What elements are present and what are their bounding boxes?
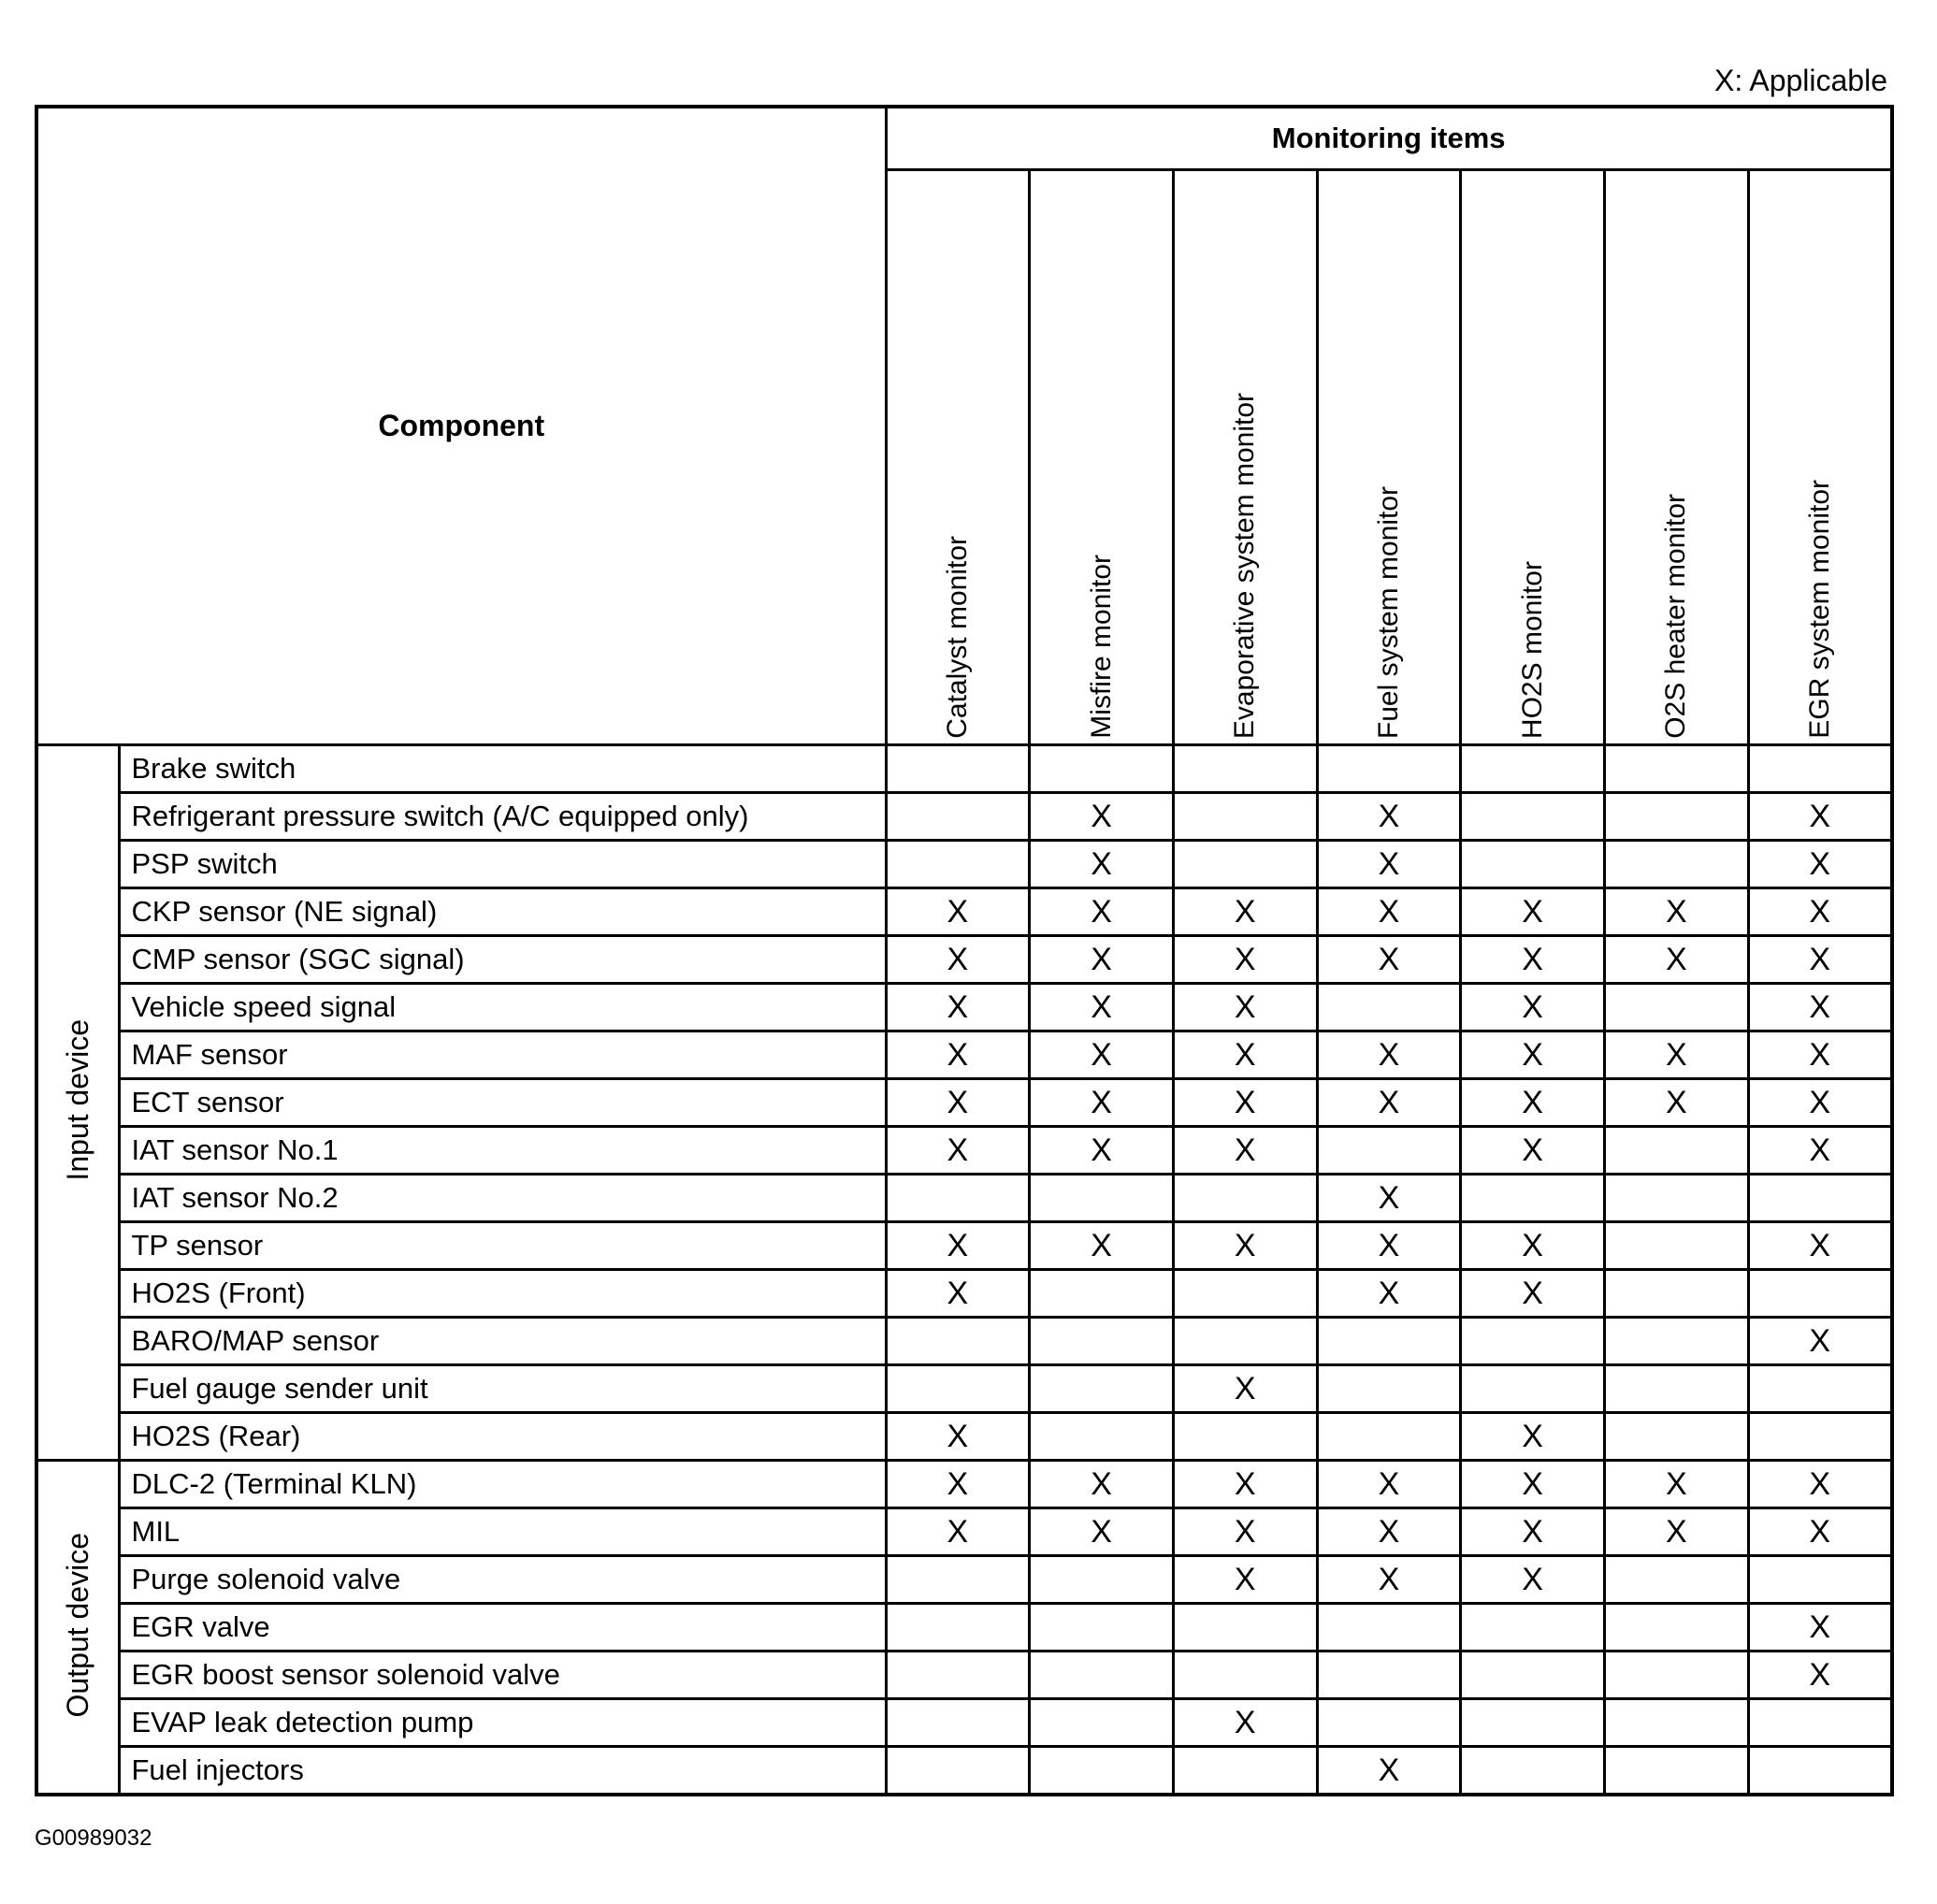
applicability-cell — [1173, 1270, 1317, 1318]
applicability-cell — [1748, 1556, 1892, 1604]
legend-text: X: Applicable — [1713, 64, 1887, 97]
applicability-cell: X — [1604, 1031, 1748, 1079]
device-group-label: Output device — [60, 1532, 94, 1718]
applicability-cell: X — [886, 984, 1030, 1031]
applicability-cell: X — [1461, 1556, 1605, 1604]
applicability-cell — [1173, 1604, 1317, 1652]
applicability-cell — [1030, 1365, 1174, 1413]
applicability-cell: X — [886, 1031, 1030, 1079]
component-name: Purge solenoid valve — [119, 1556, 886, 1604]
applicability-cell — [1461, 745, 1605, 793]
applicability-cell — [1604, 1270, 1748, 1318]
applicability-cell — [1317, 1365, 1461, 1413]
applicability-cell — [1317, 984, 1461, 1031]
applicability-cell: X — [1173, 1127, 1317, 1175]
table-row — [36, 793, 1892, 841]
applicability-cell: X — [886, 1270, 1030, 1318]
applicability-cell: X — [1461, 1270, 1605, 1318]
applicability-cell — [1030, 1747, 1174, 1796]
applicability-cell: X — [1317, 1461, 1461, 1508]
monitor-column-header — [1604, 170, 1748, 745]
applicability-cell: X — [1030, 888, 1174, 936]
device-group-label: Input device — [60, 1019, 94, 1181]
device-group-cell — [36, 745, 119, 1461]
applicability-cell — [1173, 1652, 1317, 1699]
applicability-cell — [886, 1556, 1030, 1604]
applicability-cell: X — [1030, 1508, 1174, 1556]
applicability-cell: X — [1461, 1508, 1605, 1556]
table-row — [36, 841, 1892, 888]
applicability-cell — [1604, 984, 1748, 1031]
component-name: IAT sensor No.2 — [119, 1175, 886, 1222]
applicability-cell: X — [1317, 1508, 1461, 1556]
component-name: PSP switch — [119, 841, 886, 888]
table-row — [36, 936, 1892, 984]
applicability-cell: X — [1030, 841, 1174, 888]
applicability-cell — [1173, 841, 1317, 888]
applicability-cell — [1173, 1318, 1317, 1365]
applicability-cell: X — [1030, 936, 1174, 984]
applicability-cell — [1317, 1127, 1461, 1175]
component-name: EVAP leak detection pump — [119, 1699, 886, 1747]
applicability-cell — [1604, 793, 1748, 841]
component-name: DLC-2 (Terminal KLN) — [119, 1461, 886, 1508]
applicability-cell — [1461, 1175, 1605, 1222]
table-row — [36, 1413, 1892, 1461]
table-row — [36, 1365, 1892, 1413]
table-row — [36, 1508, 1892, 1556]
applicability-cell — [1604, 1556, 1748, 1604]
applicability-cell — [1604, 1365, 1748, 1413]
applicability-cell — [1604, 1222, 1748, 1270]
applicability-cell — [886, 1318, 1030, 1365]
component-name: Fuel injectors — [119, 1747, 886, 1796]
applicability-cell — [1461, 841, 1605, 888]
applicability-cell — [1173, 1175, 1317, 1222]
applicability-cell — [1461, 1318, 1605, 1365]
applicability-cell — [1030, 1318, 1174, 1365]
applicability-cell — [886, 1699, 1030, 1747]
applicability-cell — [1604, 1652, 1748, 1699]
applicability-cell: X — [1748, 1652, 1892, 1699]
applicability-cell: X — [1317, 1222, 1461, 1270]
applicability-cell — [1030, 1413, 1174, 1461]
applicability-cell — [886, 1747, 1030, 1796]
applicability-cell: X — [1317, 1747, 1461, 1796]
applicability-cell — [1317, 1652, 1461, 1699]
component-name: Fuel gauge sender unit — [119, 1365, 886, 1413]
applicability-cell: X — [1317, 1270, 1461, 1318]
table-row — [36, 1175, 1892, 1222]
applicability-cell: X — [1748, 1079, 1892, 1127]
table-row — [36, 1127, 1892, 1175]
table-row — [36, 1270, 1892, 1318]
applicability-cell — [1748, 1747, 1892, 1796]
monitor-column-label: Catalyst monitor — [941, 536, 973, 739]
monitor-column-label: EGR system monitor — [1803, 480, 1835, 739]
table-row — [36, 1079, 1892, 1127]
component-name: EGR valve — [119, 1604, 886, 1652]
applicability-cell: X — [1461, 1413, 1605, 1461]
table-row — [36, 1652, 1892, 1699]
applicability-cell: X — [1461, 984, 1605, 1031]
applicability-cell: X — [1748, 936, 1892, 984]
table-row — [36, 1556, 1892, 1604]
applicability-cell — [1604, 1318, 1748, 1365]
table-row — [36, 1318, 1892, 1365]
applicability-cell: X — [1173, 984, 1317, 1031]
applicability-cell — [1317, 745, 1461, 793]
applicability-cell — [1604, 1747, 1748, 1796]
applicability-cell: X — [886, 1508, 1030, 1556]
applicability-cell: X — [1748, 984, 1892, 1031]
applicability-cell — [1317, 1413, 1461, 1461]
applicability-cell: X — [1173, 1699, 1317, 1747]
applicability-cell: X — [886, 1222, 1030, 1270]
table-row — [36, 745, 1892, 793]
monitoring-items-header: Monitoring items — [886, 107, 1892, 170]
applicability-cell — [1173, 1413, 1317, 1461]
component-header: Component — [36, 107, 886, 745]
table-row — [36, 1461, 1892, 1508]
applicability-cell: X — [1173, 888, 1317, 936]
applicability-cell — [1030, 1652, 1174, 1699]
monitor-column-label: Fuel system monitor — [1372, 485, 1404, 739]
applicability-cell — [886, 1175, 1030, 1222]
applicability-cell — [1748, 1699, 1892, 1747]
monitor-column-header — [1748, 170, 1892, 745]
applicability-cell — [1030, 745, 1174, 793]
component-name: Brake switch — [119, 745, 886, 793]
applicability-cell: X — [1030, 1079, 1174, 1127]
applicability-cell — [1317, 1699, 1461, 1747]
applicability-cell — [1461, 1365, 1605, 1413]
table-row — [36, 888, 1892, 936]
component-name: HO2S (Rear) — [119, 1413, 886, 1461]
applicability-cell: X — [1604, 1461, 1748, 1508]
component-name: MIL — [119, 1508, 886, 1556]
applicability-cell — [1748, 1175, 1892, 1222]
applicability-cell: X — [1317, 1079, 1461, 1127]
applicability-cell: X — [1317, 1031, 1461, 1079]
applicability-cell: X — [1604, 888, 1748, 936]
applicability-cell: X — [1030, 1127, 1174, 1175]
applicability-cell: X — [1173, 1508, 1317, 1556]
applicability-cell: X — [1748, 1031, 1892, 1079]
applicability-cell — [1173, 745, 1317, 793]
component-name: EGR boost sensor solenoid valve — [119, 1652, 886, 1699]
applicability-cell — [1317, 1318, 1461, 1365]
monitor-column-header — [1317, 170, 1461, 745]
applicability-cell: X — [1030, 1461, 1174, 1508]
applicability-cell — [886, 841, 1030, 888]
applicability-cell — [1748, 1365, 1892, 1413]
applicability-cell — [1604, 1127, 1748, 1175]
monitor-column-label: HO2S monitor — [1516, 560, 1548, 739]
applicability-cell: X — [1317, 793, 1461, 841]
component-name: ECT sensor — [119, 1079, 886, 1127]
component-name: CMP sensor (SGC signal) — [119, 936, 886, 984]
applicability-cell: X — [1173, 1079, 1317, 1127]
applicability-cell: X — [1748, 888, 1892, 936]
applicability-cell — [1604, 1413, 1748, 1461]
applicability-cell: X — [1173, 1556, 1317, 1604]
applicability-cell: X — [1317, 1175, 1461, 1222]
device-group-cell — [36, 1461, 119, 1796]
applicability-cell — [1461, 793, 1605, 841]
applicability-cell: X — [1173, 1222, 1317, 1270]
applicability-cell: X — [1748, 1318, 1892, 1365]
applicability-cell — [1748, 1413, 1892, 1461]
applicability-cell — [1461, 1747, 1605, 1796]
applicability-cell: X — [1030, 1031, 1174, 1079]
table-body — [36, 745, 1892, 1796]
component-name: HO2S (Front) — [119, 1270, 886, 1318]
applicability-cell — [1604, 745, 1748, 793]
table-row — [36, 1604, 1892, 1652]
applicability-cell: X — [1030, 1222, 1174, 1270]
applicability-cell — [886, 1652, 1030, 1699]
applicability-cell — [1604, 841, 1748, 888]
applicability-cell — [1030, 1604, 1174, 1652]
applicability-cell: X — [886, 1461, 1030, 1508]
monitor-column-header — [886, 170, 1030, 745]
applicability-cell: X — [886, 1127, 1030, 1175]
applicability-cell — [1030, 1270, 1174, 1318]
applicability-cell: X — [1748, 1127, 1892, 1175]
monitor-column-label: Evaporative system monitor — [1229, 392, 1261, 739]
applicability-cell: X — [1748, 841, 1892, 888]
applicability-cell — [886, 745, 1030, 793]
applicability-cell: X — [1317, 841, 1461, 888]
applicability-cell: X — [1748, 1461, 1892, 1508]
applicability-cell: X — [1461, 1127, 1605, 1175]
applicability-cell — [886, 1604, 1030, 1652]
applicability-cell — [886, 793, 1030, 841]
applicability-cell: X — [886, 936, 1030, 984]
table-row — [36, 1747, 1892, 1796]
component-name: MAF sensor — [119, 1031, 886, 1079]
applicability-cell — [1030, 1699, 1174, 1747]
component-name: CKP sensor (NE signal) — [119, 888, 886, 936]
applicability-cell: X — [886, 1079, 1030, 1127]
table-row — [36, 1031, 1892, 1079]
applicability-cell — [886, 1365, 1030, 1413]
applicability-cell — [1604, 1175, 1748, 1222]
applicability-cell: X — [1748, 1222, 1892, 1270]
applicability-cell — [1604, 1604, 1748, 1652]
component-name: IAT sensor No.1 — [119, 1127, 886, 1175]
table-row — [36, 1222, 1892, 1270]
component-name: Refrigerant pressure switch (A/C equipped only) — [119, 793, 886, 841]
applicability-cell: X — [1317, 936, 1461, 984]
applicability-cell: X — [1173, 1365, 1317, 1413]
component-name: Vehicle speed signal — [119, 984, 886, 1031]
applicability-cell: X — [1461, 888, 1605, 936]
monitor-column-header — [1030, 170, 1174, 745]
applicability-cell — [1173, 1747, 1317, 1796]
applicability-cell: X — [1317, 1556, 1461, 1604]
applicability-cell — [1317, 1604, 1461, 1652]
component-name: BARO/MAP sensor — [119, 1318, 886, 1365]
component-name: TP sensor — [119, 1222, 886, 1270]
applicability-cell: X — [1030, 793, 1174, 841]
figure-id: G00989032 — [35, 1825, 152, 1851]
applicability-cell — [1030, 1175, 1174, 1222]
applicability-cell: X — [1748, 1604, 1892, 1652]
applicability-cell — [1173, 793, 1317, 841]
applicability-cell: X — [1173, 936, 1317, 984]
applicability-cell — [1461, 1652, 1605, 1699]
monitor-column-label: Misfire monitor — [1085, 555, 1117, 739]
table-row — [36, 1699, 1892, 1747]
applicability-cell: X — [1173, 1031, 1317, 1079]
table-row — [36, 984, 1892, 1031]
applicability-cell: X — [886, 1413, 1030, 1461]
applicability-cell: X — [1604, 1079, 1748, 1127]
applicability-cell — [1604, 1699, 1748, 1747]
applicability-cell: X — [886, 888, 1030, 936]
applicability-cell: X — [1461, 1031, 1605, 1079]
applicability-cell: X — [1461, 936, 1605, 984]
component-monitor-table — [35, 105, 1894, 1796]
applicability-cell: X — [1317, 888, 1461, 936]
applicability-cell — [1461, 1699, 1605, 1747]
applicability-cell: X — [1604, 936, 1748, 984]
applicability-cell: X — [1173, 1461, 1317, 1508]
monitor-column-label: O2S heater monitor — [1660, 494, 1692, 739]
monitor-column-header — [1173, 170, 1317, 745]
applicability-cell: X — [1748, 1508, 1892, 1556]
applicability-cell: X — [1461, 1079, 1605, 1127]
applicability-cell — [1461, 1604, 1605, 1652]
applicability-cell — [1030, 1556, 1174, 1604]
applicability-cell — [1748, 745, 1892, 793]
applicability-cell: X — [1604, 1508, 1748, 1556]
applicability-cell: X — [1461, 1461, 1605, 1508]
monitor-column-header — [1461, 170, 1605, 745]
applicability-cell: X — [1030, 984, 1174, 1031]
applicability-cell: X — [1461, 1222, 1605, 1270]
applicability-cell: X — [1748, 793, 1892, 841]
applicability-cell — [1748, 1270, 1892, 1318]
